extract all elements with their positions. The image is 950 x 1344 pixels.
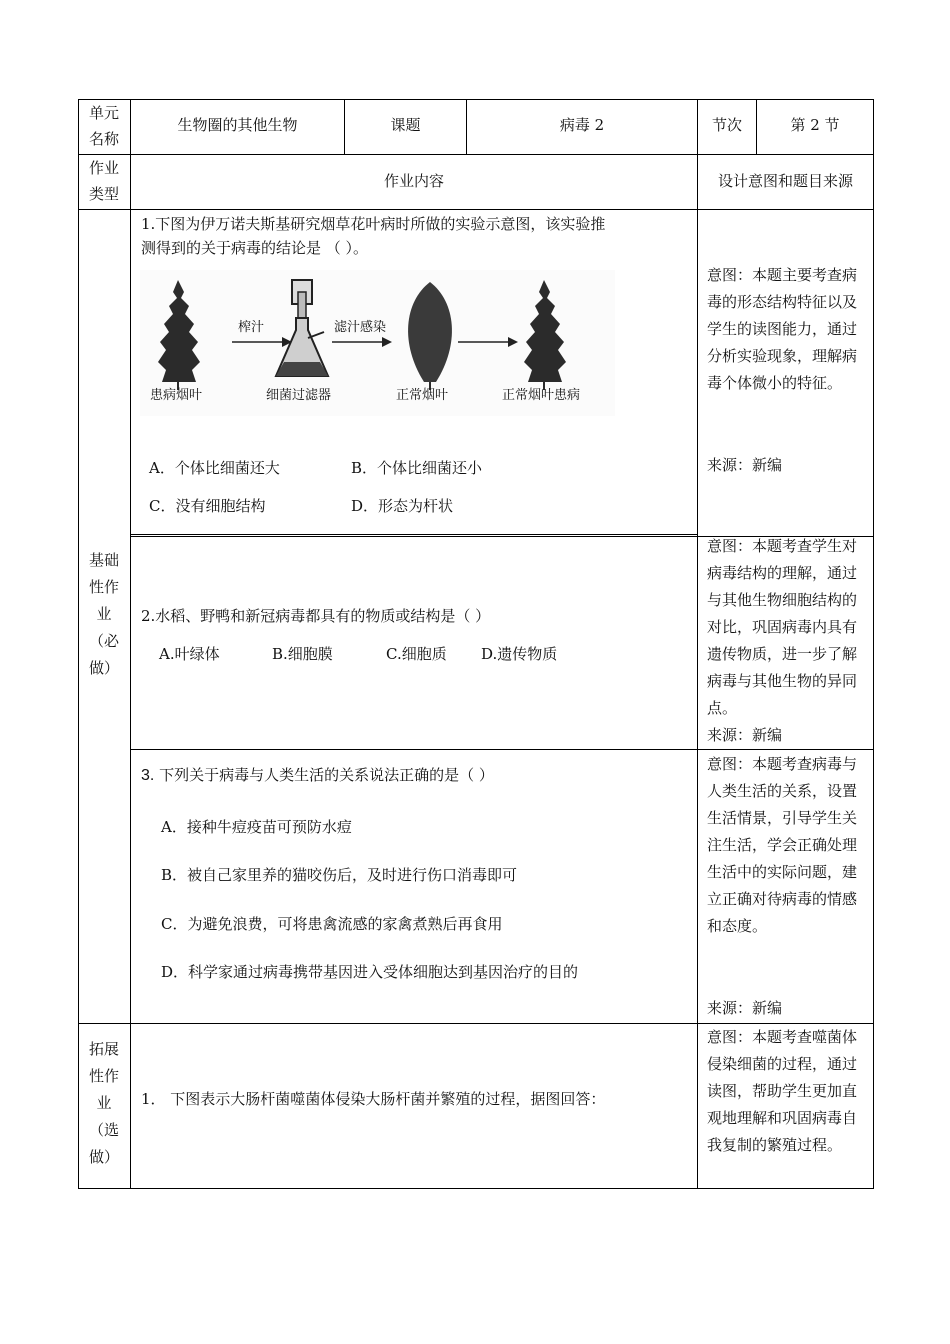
q2-option-c: C.细胞质: [386, 645, 447, 663]
bacterial-filter-icon: [276, 280, 328, 376]
normal-leaf-icon: [408, 282, 452, 382]
col-divider: [697, 99, 698, 1189]
q1-intent: 意图：本题主要考查病毒的形态结构特征以及学生的读图能力，通过分析实验现象，理解病毒个体微小的特征。: [707, 266, 858, 392]
label-normal-leaf: 正常烟叶: [396, 388, 449, 403]
row-divider: [78, 154, 874, 155]
q2-option-b: B.细胞膜: [272, 645, 333, 663]
q1-option-a: A．个体比细菌还大: [149, 459, 280, 477]
section-value: 第 2 节: [790, 116, 840, 134]
q3-option-b: B．被自己家里养的猫咬伤后，及时进行伤口消毒即可: [161, 866, 518, 884]
q1-stem-line1: 1.下图为伊万诺夫斯基研究烟草花叶病时所做的实验示意图，该实验推: [141, 215, 606, 233]
label-filter: 细菌过滤器: [266, 388, 332, 403]
row-divider: [130, 534, 698, 535]
type-label: 作业类型: [88, 159, 119, 203]
row-divider: [78, 209, 874, 210]
label-diseased-leaf: 患病烟叶: [150, 388, 203, 403]
q3-stem-text: 下列关于病毒与人类生活的关系说法正确的是（ ）: [159, 766, 494, 784]
col-divider: [130, 99, 131, 1189]
arrow-right-icon: [382, 337, 392, 347]
topic-value: 病毒 2: [559, 116, 605, 134]
q2-source: 来源：新编: [707, 726, 783, 744]
arrow-label-infect: 滤汁感染: [334, 320, 387, 335]
q1-source: 来源：新编: [707, 456, 783, 474]
q3-intent: 意图：本题考查病毒与人类生活的关系，设置生活情景，引导学生关注生活，学会正确处理生活中的实际问题，建立正确对待病毒的情感和态度。: [707, 755, 858, 935]
q3-option-a: A．接种牛痘疫苗可预防水痘: [161, 818, 352, 836]
unit-value: 生物圈的其他生物: [177, 116, 298, 134]
table-border-left: [78, 99, 79, 1189]
q1-option-b: B．个体比细菌还小: [351, 459, 483, 477]
q2-intent: 意图：本题考查学生对病毒结构的理解，通过与其他生物细胞结构的对比，巩固病毒内具有遗传物质，进一步了解病毒与其他生物的异同点。: [707, 537, 858, 717]
experiment-figure: [140, 270, 615, 416]
q1-option-c: C．没有细胞结构: [149, 497, 266, 515]
q3-number: 3.: [141, 767, 155, 784]
q2-option-d: D.遗传物质: [481, 645, 558, 663]
extended-homework-label: 拓展性作业（选做）: [88, 1040, 119, 1166]
section-label: 节次: [711, 116, 742, 134]
q1-stem-line2: 测得到的关于病毒的结论是 （ ）。: [141, 239, 369, 257]
q3-option-d: D．科学家通过病毒携带基因进入受体细胞达到基因治疗的目的: [161, 963, 579, 981]
design-label: 设计意图和题目来源: [717, 172, 853, 190]
content-label: 作业内容: [383, 172, 444, 190]
table-border-top: [78, 99, 874, 100]
q2-option-a: A.叶绿体: [159, 645, 220, 663]
q2-stem: 2.水稻、野鸭和新冠病毒都具有的物质或结构是（ ）: [141, 607, 491, 625]
basic-homework-label: 基础性作业（必做）: [88, 551, 119, 677]
q3-source: 来源：新编: [707, 999, 783, 1017]
table-border-right: [873, 99, 874, 1189]
label-result: 正常烟叶患病: [502, 388, 581, 403]
result-diseased-leaf-icon: [524, 280, 566, 382]
q3-stem: [141, 762, 494, 789]
diseased-leaf-icon: [158, 280, 200, 382]
q3-option-c: C．为避免浪费，可将患禽流感的家禽煮熟后再食用: [161, 915, 503, 933]
table-border-bottom: [78, 1188, 874, 1189]
q1-option-d: D．形态为杆状: [351, 497, 454, 515]
arrow-label-juice: 榨汁: [238, 320, 265, 335]
unit-label: 单元名称: [88, 104, 119, 148]
arrow-right-icon: [508, 337, 518, 347]
row-divider: [130, 749, 874, 750]
ext1-stem: 1． 下图表示大肠杆菌噬菌体侵染大肠杆菌并繁殖的过程，据图回答：: [141, 1090, 606, 1108]
ext1-intent: 意图：本题考查噬菌体侵染细菌的过程，通过读图，帮助学生更加直观地理解和巩固病毒自我复制的繁殖过程。: [707, 1028, 858, 1154]
topic-label: 课题: [390, 116, 421, 134]
